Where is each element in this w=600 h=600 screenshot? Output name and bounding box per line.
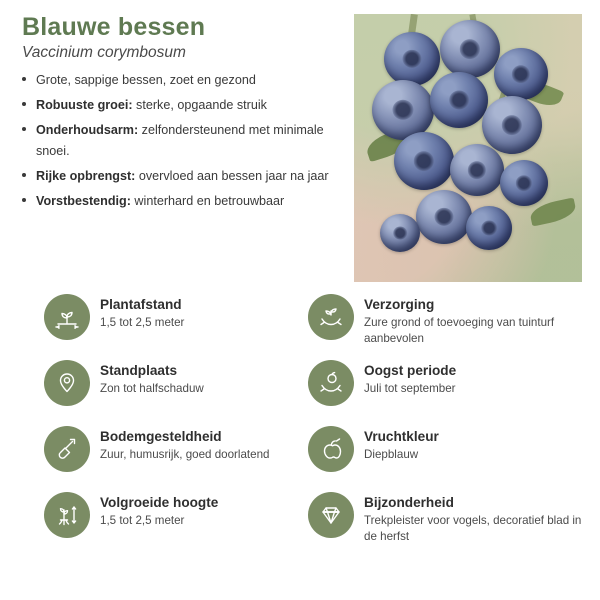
fact-text: winterhard en betrouwbaar [130,194,285,209]
feature-title: Bijzonderheid [364,495,454,510]
blueberry-cluster-photo [354,14,582,282]
fact-lead: Rijke opbrengst: [36,169,136,184]
berry [482,96,542,154]
feature-desc: Zure grond of toevoeging van tuinturf aanbevolen [364,316,555,346]
feature-text [100,294,184,331]
feature-title: Oogst periode [364,363,457,378]
feature-text [364,294,582,347]
plant-height-icon [44,492,90,538]
fact-text: overvloed aan bessen jaar na jaar [135,169,329,184]
feature-oogst-periode [304,360,582,420]
berry [494,48,548,100]
berry [394,132,454,190]
fruit-color-icon [308,426,354,472]
feature-desc: Trekpleister voor vogels, decoratief blad in de herfst [364,514,582,544]
berry [430,72,488,128]
feature-plantafstand [18,294,296,354]
fact-text: Grote, sappige bessen, zoet en gezond [36,72,256,87]
feature-title: Plantafstand [100,297,182,312]
list-item [18,120,340,161]
feature-title: Bodemgesteldheid [100,429,222,444]
feature-desc: Zon tot halfschaduw [100,382,204,396]
feature-desc: Juli tot september [364,382,456,396]
list-item [18,95,340,115]
shovel-icon [44,426,90,472]
berry [384,32,440,86]
berry [440,20,500,78]
plant-spacing-icon [44,294,90,340]
berry [416,190,472,244]
feature-desc: Zuur, humusrijk, goed doorlatend [100,448,270,462]
feature-title: Vruchtkleur [364,429,439,444]
berry [500,160,548,206]
list-item [18,70,340,90]
feature-bijzonderheid [304,492,582,552]
facts-list [18,70,340,212]
berry [466,206,512,250]
feature-text [364,492,582,545]
berry [380,214,420,252]
feature-bodemgesteldheid [18,426,296,486]
fact-text: sterke, opgaande struik [132,97,267,112]
latin-name: Vaccinium corymbosum [22,43,186,61]
fact-lead: Onderhoudsarm: [36,123,139,138]
feature-title: Standplaats [100,363,178,378]
location-pin-icon [44,360,90,406]
feature-text [100,492,218,529]
hand-with-plant-icon [308,294,354,340]
feature-text [364,426,439,463]
diamond-icon [308,492,354,538]
berry [372,80,434,140]
feature-text [364,360,456,397]
feature-grid [18,294,582,552]
feature-desc: Diepblauw [364,448,419,462]
hand-with-fruit-icon [308,360,354,406]
feature-desc: 1,5 tot 2,5 meter [100,316,185,330]
feature-volgroeide-hoogte [18,492,296,552]
feature-verzorging [304,294,582,354]
feature-vruchtkleur [304,426,582,486]
fact-lead: Robuuste groei: [36,97,133,112]
fact-lead: Vorstbestendig: [36,194,131,209]
berry [450,144,504,196]
feature-standplaats [18,360,296,420]
page-title: Blauwe bessen [22,13,206,41]
feature-title: Verzorging [364,297,435,312]
feature-desc: 1,5 tot 2,5 meter [100,514,185,528]
feature-text [100,426,270,463]
top-section [18,14,582,282]
feature-title: Volgroeide hoogte [100,495,219,510]
feature-text [100,360,204,397]
list-item [18,166,340,186]
intro-block [18,14,340,217]
fact-text: zelfondersteunend met minimale snoei. [36,123,324,158]
list-item [18,191,340,211]
